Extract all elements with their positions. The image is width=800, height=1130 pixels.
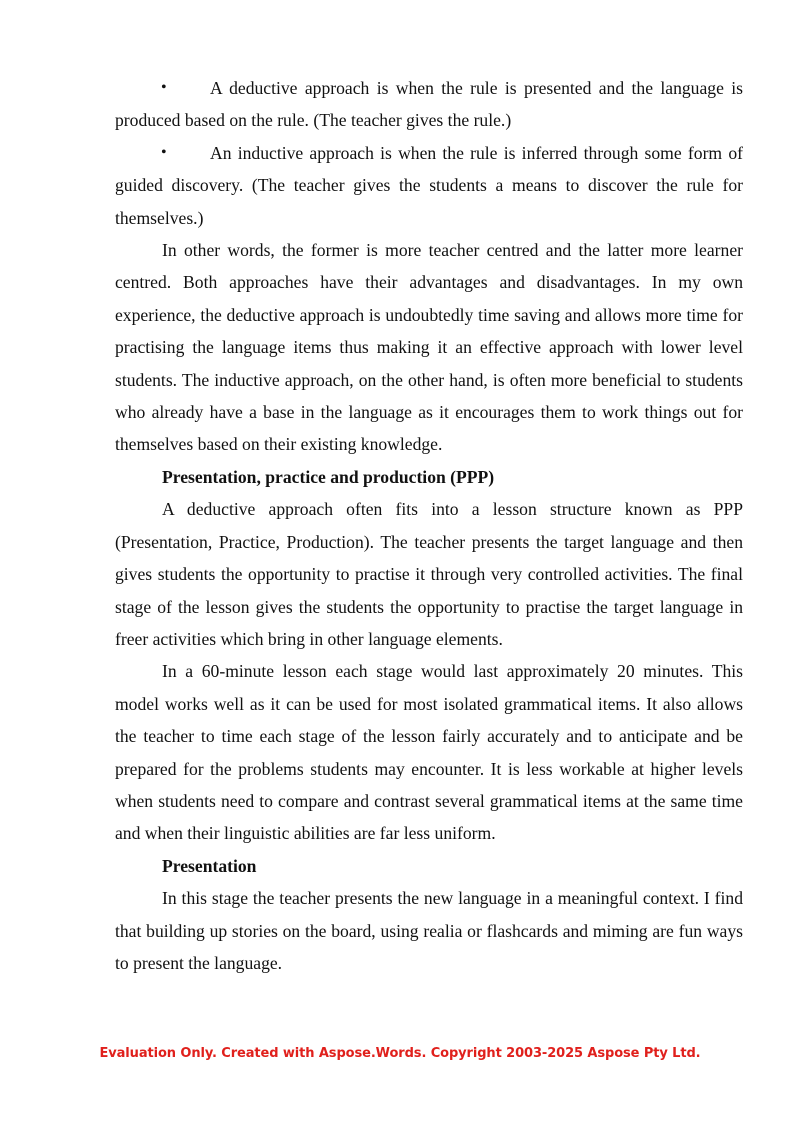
- document-page: [115, 72, 743, 979]
- paragraph-ppp: A deductive approach often fits into a lesson structure known as PPP (Presentation, Practice, Production). The teacher presents the target language and then gives students the opportunity to practise it through very controlled activities. The final stage of the lesson gives the students the opportunity to practise the target language in freer activities which bring in other language elements.: [115, 499, 743, 649]
- bullet-text: A deductive approach is when the rule is presented and the language is produced based on the rule. (The teacher gives the rule.): [115, 78, 743, 131]
- heading-presentation: Presentation: [162, 855, 257, 876]
- heading-ppp: Presentation, practice and production (PPP): [162, 466, 495, 487]
- bullet-dot: •: [161, 79, 167, 96]
- bullet-dot: •: [161, 143, 167, 161]
- paragraph-comparison: In other words, the former is more teacher centred and the latter more learner centred. Both approaches have their advantages and disadvantages. In my own experience, the deductive approach is undoubtedly time saving and allows more time for practising the language items thus making it an effective approach with lower level students. The inductive approach, on the other hand, is often more beneficial to students who already have a base in the language as it encourages them to work things out for themselves based on their existing knowledge.: [115, 240, 743, 455]
- paragraph-lesson-timing: In a 60-minute lesson each stage would last approximately 20 minutes. This model works well as it can be used for most isolated grammatical items. It also allows the teacher to time each stage of the lesson fairly accurately and to anticipate and be prepared for the problems students may encounter. It is less workable at higher levels when students need to compare and contrast several grammatical items at the same time and when their linguistic abilities are far less uniform.: [115, 661, 743, 844]
- bullet-item-inductive: [115, 137, 743, 234]
- paragraph-presentation: In this stage the teacher presents the new language in a meaningful context. I find that building up stories on the board, using realia or flashcards and miming are fun ways to present the language.: [115, 888, 743, 973]
- evaluation-watermark: Evaluation Only. Created with Aspose.Words. Copyright 2003-2025 Aspose Pty Ltd.: [99, 1046, 701, 1061]
- bullet-item-deductive: [115, 72, 743, 137]
- bullet-text: An inductive approach is when the rule is inferred through some form of guided discovery. (The teacher gives the students a means to discover the rule for themselves.): [115, 142, 743, 228]
